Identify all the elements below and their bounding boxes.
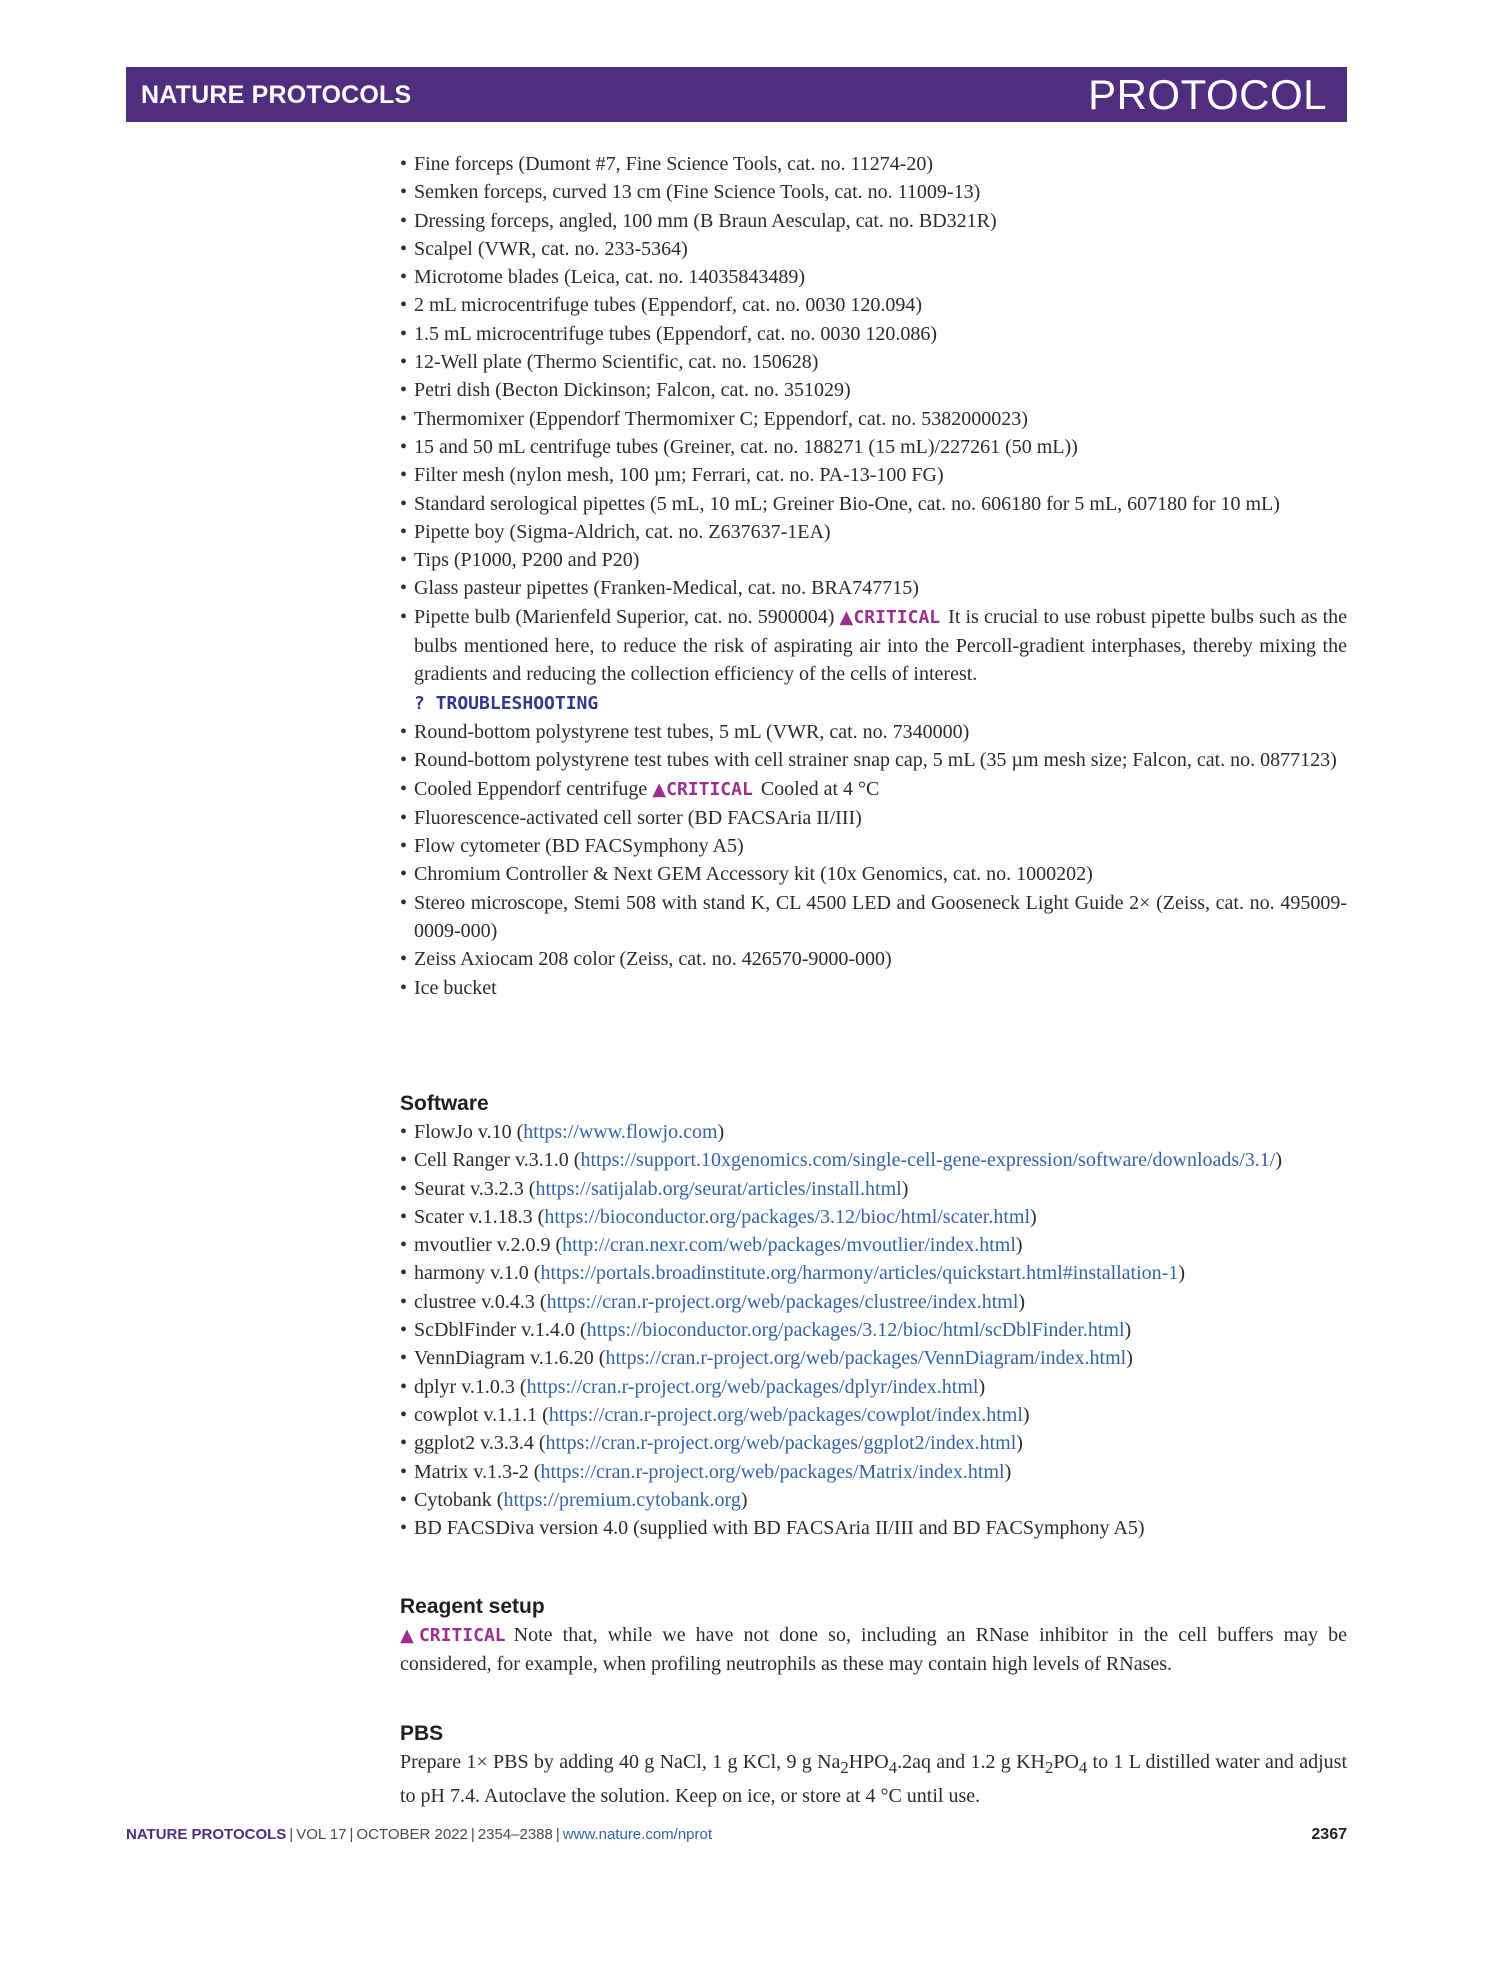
software-link[interactable]: https://satijalab.org/seurat/articles/install.html [535,1177,902,1200]
software-item: • Cell Ranger v.3.1.0 (https://support.10xgenomics.com/single-cell-gene-expression/software/downloads/3.1/) [400,1146,1347,1174]
warning-triangle-icon: ▲ [400,1625,419,1646]
equipment-list [400,150,1347,1002]
list-item: • Flow cytometer (BD FACSymphony A5) [400,832,1347,860]
pbs-section [400,1720,1347,1811]
reagent-critical-note [400,1621,1347,1679]
list-item: • Stereo microscope, Stemi 508 with stand K, CL 4500 LED and Gooseneck Light Guide 2× (Zeiss, cat. no. 495009-0009-000) [400,889,1347,946]
list-item: • 12-Well plate (Thermo Scientific, cat. no. 150628) [400,348,1347,376]
software-link[interactable]: https://cran.r-project.org/web/packages/dplyr/index.html [526,1375,979,1398]
list-item: • Standard serological pipettes (5 mL, 10 mL; Greiner Bio-One, cat. no. 606180 for 5 mL, 607180 for 10 mL) [400,490,1347,518]
software-link[interactable]: https://cran.r-project.org/web/packages/clustree/index.html [546,1290,1019,1313]
software-link[interactable]: https://bioconductor.org/packages/3.12/bioc/html/scater.html [544,1205,1031,1228]
item-text: Cooled Eppendorf centrifuge [414,777,648,800]
list-item: • 15 and 50 mL centrifuge tubes (Greiner, cat. no. 188271 (15 mL)/227261 (50 mL)) [400,433,1347,461]
software-item: • dplyr v.1.0.3 (https://cran.r-project.org/web/packages/dplyr/index.html) [400,1373,1347,1401]
software-item: • ScDblFinder v.1.4.0 (https://bioconductor.org/packages/3.12/bioc/html/scDblFinder.html) [400,1316,1347,1344]
software-item: • Scater v.1.18.3 (https://bioconductor.org/packages/3.12/bioc/html/scater.html) [400,1203,1347,1231]
footer-journal: NATURE PROTOCOLS [126,1826,287,1843]
journal-name: NATURE PROTOCOLS [141,81,412,109]
footer-volume: VOL 17 [296,1826,347,1843]
list-item: • Round-bottom polystyrene test tubes, 5 mL (VWR, cat. no. 7340000) [400,718,1347,746]
critical-label: CRITICAL [418,1625,506,1646]
list-item: • Fluorescence-activated cell sorter (BD FACSAria II/III) [400,804,1347,832]
software-item: • VennDiagram v.1.6.20 (https://cran.r-project.org/web/packages/VennDiagram/index.html) [400,1344,1347,1372]
software-item: • BD FACSDiva version 4.0 (supplied with BD FACSAria II/III and BD FACSymphony A5) [400,1514,1347,1542]
list-item: • 2 mL microcentrifuge tubes (Eppendorf, cat. no. 0030 120.094) [400,291,1347,319]
list-item-centrifuge [400,775,1347,804]
list-item: • Fine forceps (Dumont #7, Fine Science Tools, cat. no. 11274-20) [400,150,1347,178]
list-item: • Ice bucket [400,974,1347,1002]
article-type: PROTOCOL [1088,71,1327,118]
footer-pages: 2354–2388 [477,1826,553,1843]
item-text: Pipette bulb (Marienfeld Superior, cat. no. 5900004) [414,605,835,628]
list-item: • Chromium Controller & Next GEM Accessory kit (10x Genomics, cat. no. 1000202) [400,860,1347,888]
critical-text: It is crucial to use robust pipette bulbs such as the bulbs mentioned here, to reduce the risk of aspirating air into the Percoll-gradient interphases, thereby mixing the gradients and reducing the collection efficiency of the cells of interest. [414,605,1348,686]
critical-text: Cooled at 4 °C [760,777,880,800]
critical-marker [839,607,940,628]
software-item: • harmony v.1.0 (https://portals.broadinstitute.org/harmony/articles/quickstart.html#installation-1) [400,1259,1347,1287]
software-item: • cowplot v.1.1.1 (https://cran.r-project.org/web/packages/cowplot/index.html) [400,1401,1347,1429]
software-link[interactable]: https://cran.r-project.org/web/packages/ggplot2/index.html [545,1432,1017,1455]
list-item: • Petri dish (Becton Dickinson; Falcon, cat. no. 351029) [400,376,1347,404]
list-item: • 1.5 mL microcentrifuge tubes (Eppendorf, cat. no. 0030 120.086) [400,320,1347,348]
troubleshooting-link[interactable]: ? TROUBLESHOOTING [414,692,599,714]
critical-label: CRITICAL [666,778,753,800]
list-item: • Dressing forceps, angled, 100 mm (B Braun Aesculap, cat. no. BD321R) [400,207,1347,235]
software-link[interactable]: https://premium.cytobank.org [503,1488,741,1511]
list-item: • Pipette boy (Sigma-Aldrich, cat. no. Z637637-1EA) [400,518,1347,546]
list-item: • Scalpel (VWR, cat. no. 233-5364) [400,235,1347,263]
footer-date: OCTOBER 2022 [356,1826,468,1843]
software-link[interactable]: https://cran.r-project.org/web/packages/cowplot/index.html [548,1403,1023,1426]
list-item: • Filter mesh (nylon mesh, 100 µm; Ferrari, cat. no. PA-13-100 FG) [400,461,1347,489]
section-heading-pbs: PBS [400,1722,444,1745]
section-heading-software: Software [400,1092,489,1115]
software-link[interactable]: https://cran.r-project.org/web/packages/Matrix/index.html [540,1460,1005,1483]
critical-marker [400,1625,506,1646]
footer-url-link[interactable]: www.nature.com/nprot [562,1826,713,1843]
critical-text: Note that, while we have not done so, including an RNase inhibitor in the cell buffers may be considered, for example, when profiling neutrophils as these may contain high levels of RNases. [400,1624,1348,1676]
software-item: • mvoutlier v.2.0.9 (http://cran.nexr.com/web/packages/mvoutlier/index.html) [400,1231,1347,1259]
journal-header-banner [126,67,1347,122]
software-link[interactable]: https://www.flowjo.com [523,1121,718,1143]
list-item-pipette-bulb [400,603,1347,718]
software-link[interactable]: https://portals.broadinstitute.org/harmony/articles/quickstart.html#installation-1 [540,1262,1179,1285]
software-item: • clustree v.0.4.3 (https://cran.r-project.org/web/packages/clustree/index.html) [400,1288,1347,1316]
page-content [400,150,1348,1808]
software-list [400,1118,1347,1542]
pbs-instructions: Prepare 1× PBS by adding 40 g NaCl, 1 g KCl, 9 g $Na_2HPO_4.2aq$ and 1.2 g $KH_2PO_4$ to 1 L distilled water and adjust to pH 7.4. Autoclave the solution. Keep on ice, or store at 4 °C until use. [400,1751,1348,1808]
list-item: • Microtome blades (Leica, cat. no. 14035843489) [400,263,1347,291]
software-item: • Seurat v.3.2.3 (https://satijalab.org/seurat/articles/install.html) [400,1175,1347,1203]
reagent-setup-section [400,1593,1347,1679]
software-item: • Cytobank (https://premium.cytobank.org) [400,1486,1347,1514]
software-link[interactable]: http://cran.nexr.com/web/packages/mvoutlier/index.html [562,1234,1016,1257]
software-link[interactable]: https://cran.r-project.org/web/packages/VennDiagram/index.html [605,1347,1127,1370]
software-section [400,1090,1347,1542]
list-item: • Tips (P1000, P200 and P20) [400,546,1347,574]
warning-triangle-icon: ▲ [652,778,667,800]
list-item: • Round-bottom polystyrene test tubes with cell strainer snap cap, 5 mL (35 µm mesh size; Falcon, cat. no. 0877123) [400,746,1347,774]
software-link[interactable]: https://support.10xgenomics.com/single-cell-gene-expression/software/downloads/3.1/ [580,1149,1276,1172]
list-item: • Glass pasteur pipettes (Franken-Medical, cat. no. BRA747715) [400,574,1347,602]
page-footer: NATURE PROTOCOLS | VOL 17 | OCTOBER 2022 | 2354–2388 | www.nature.com/nprot 2367 [126,1826,1347,1843]
page-number: 2367 [1311,1826,1347,1843]
list-item: • Thermomixer (Eppendorf Thermomixer C; Eppendorf, cat. no. 5382000023) [400,405,1347,433]
software-link[interactable]: https://bioconductor.org/packages/3.12/bioc/html/scDblFinder.html [586,1319,1125,1342]
list-item: • Semken forceps, curved 13 cm (Fine Science Tools, cat. no. 11009-13) [400,178,1347,206]
software-item: • FlowJo v.10 (https://www.flowjo.com) [400,1118,1347,1146]
software-item: • ggplot2 v.3.3.4 (https://cran.r-project.org/web/packages/ggplot2/index.html) [400,1429,1347,1457]
critical-marker [652,779,753,800]
critical-label: CRITICAL [853,606,941,628]
software-item: • Matrix v.1.3-2 (https://cran.r-project.org/web/packages/Matrix/index.html) [400,1458,1347,1486]
list-item: • Zeiss Axiocam 208 color (Zeiss, cat. no. 426570-9000-000) [400,945,1347,973]
section-heading-reagent-setup: Reagent setup [400,1595,545,1618]
warning-triangle-icon: ▲ [839,606,854,628]
